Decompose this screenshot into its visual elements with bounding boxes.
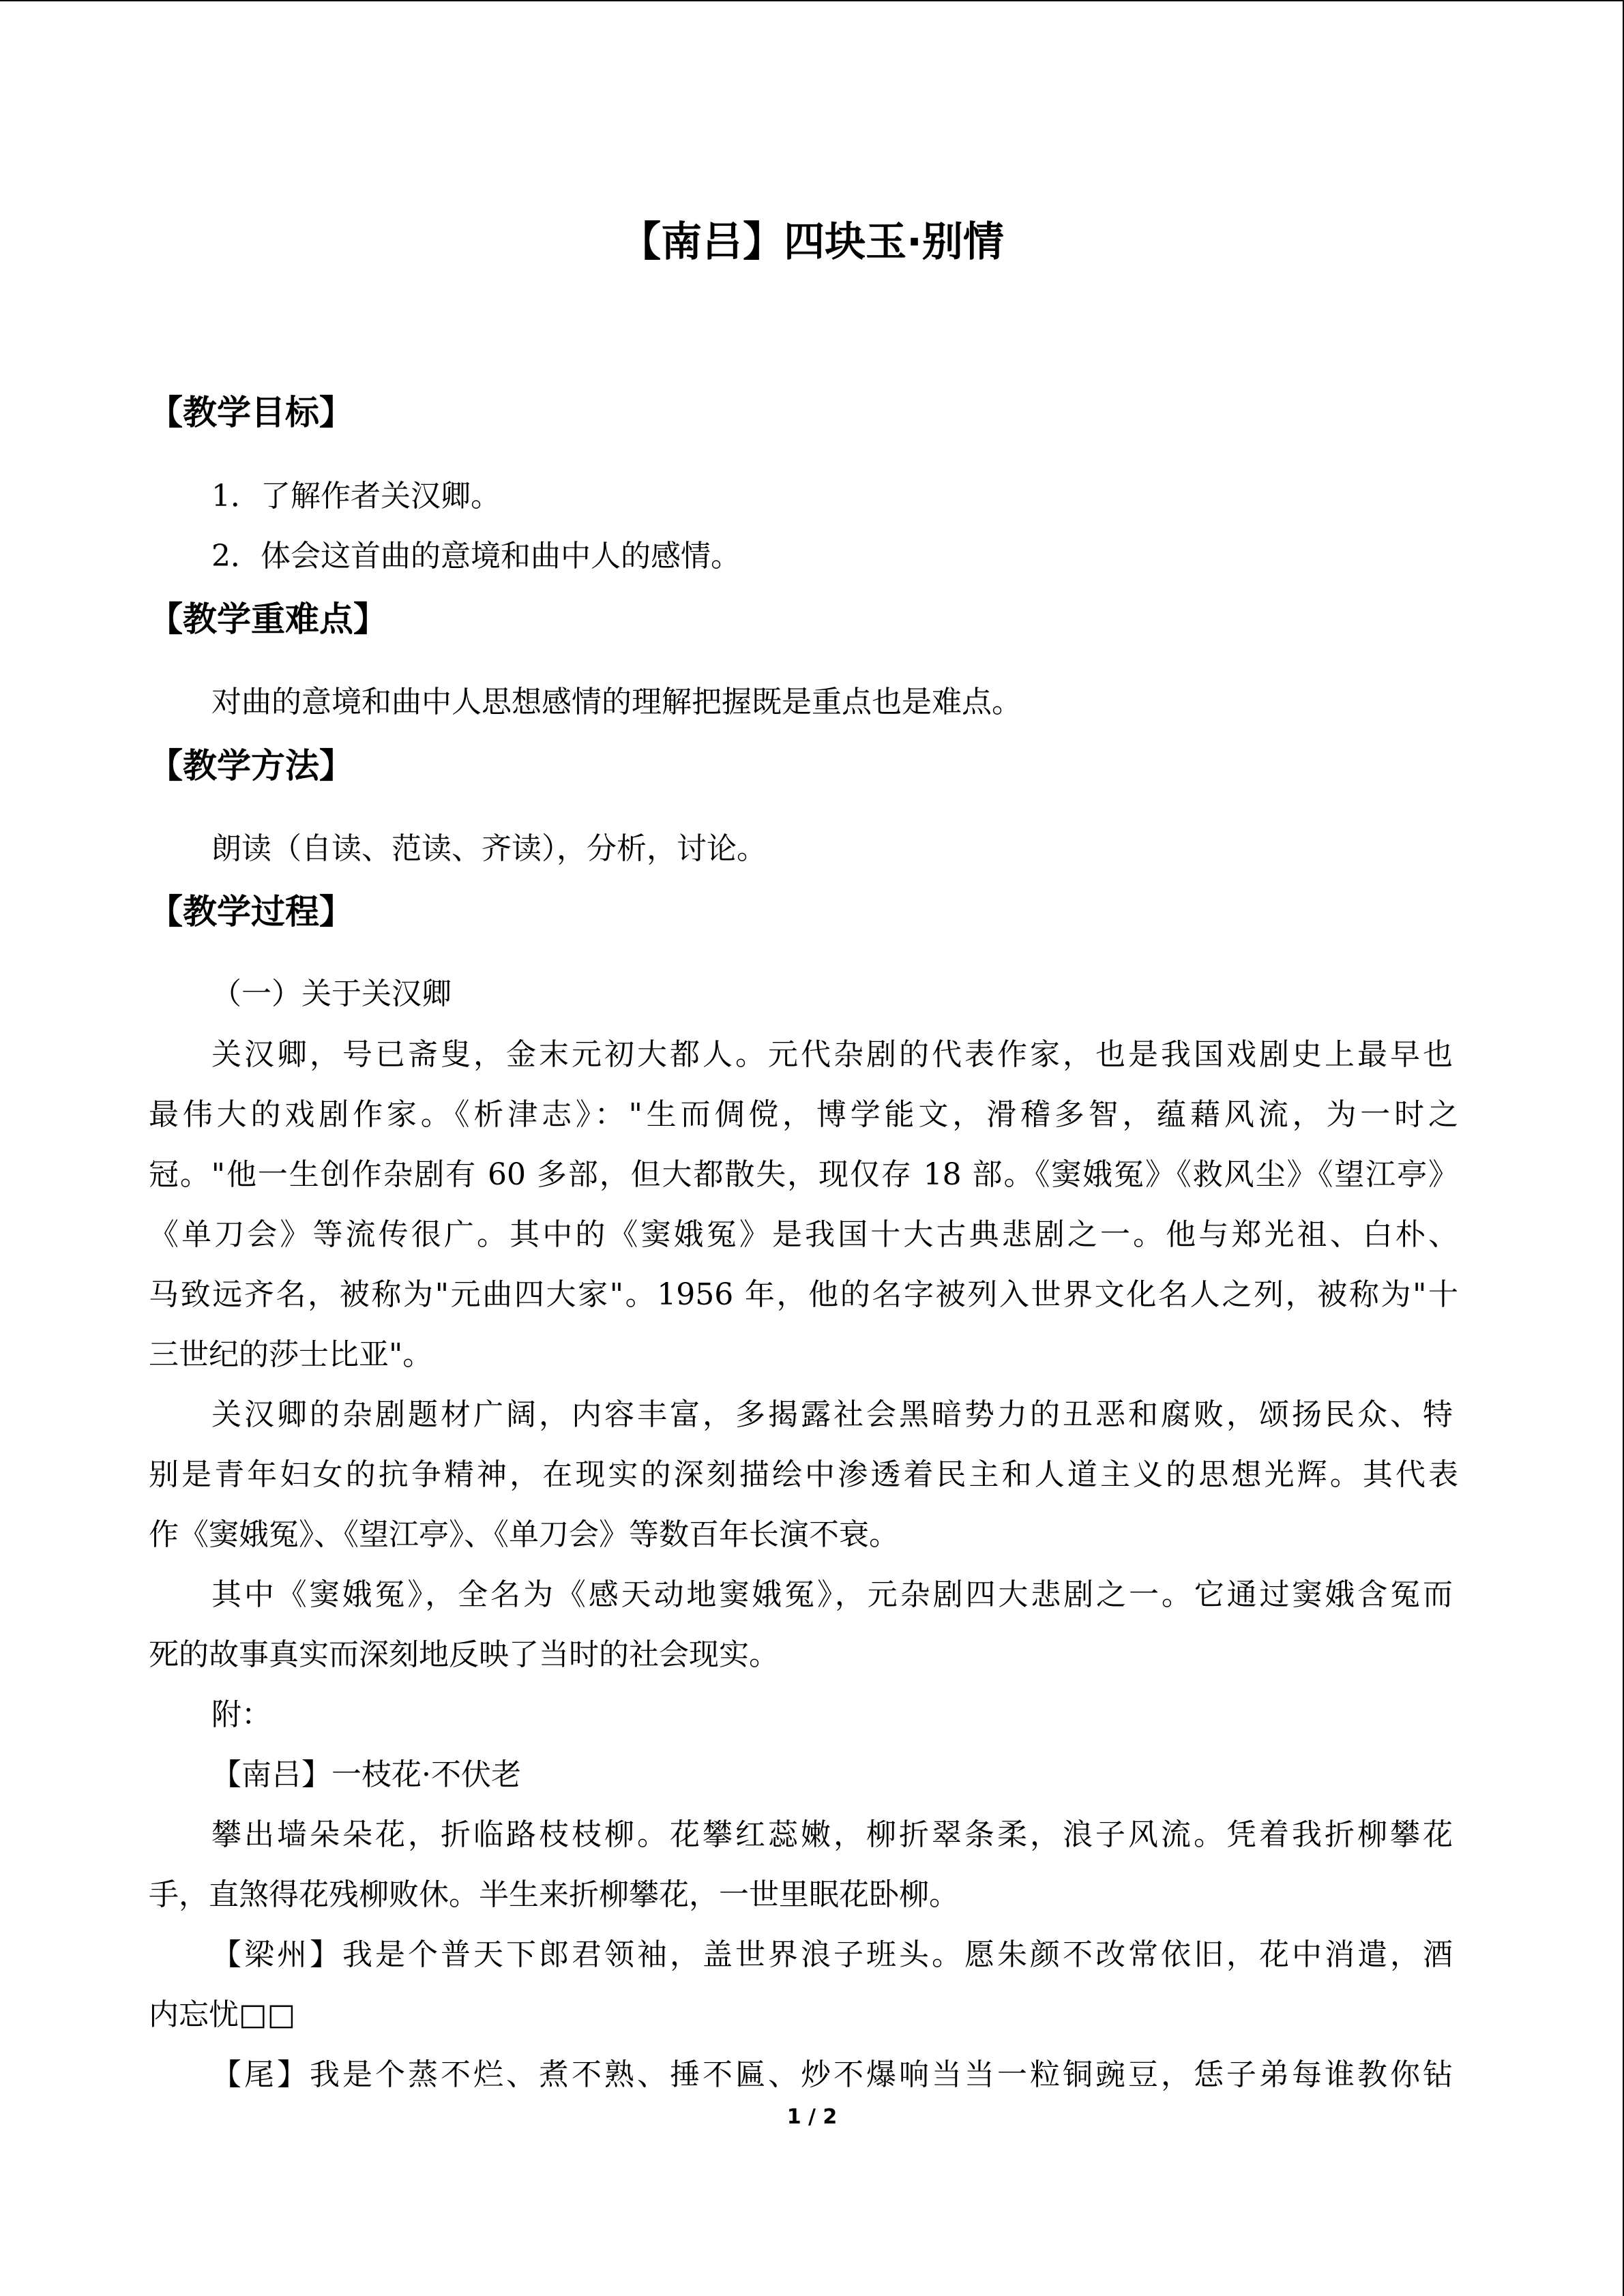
paragraph-line: 死的故事真实而深刻地反映了当时的社会现实。 [149,1637,779,1672]
paragraph-line: 马致远齐名，被称为"元曲四大家"。1956 年，他的名字被列入世界文化名人之列，被称为"十 [149,1277,1458,1312]
paragraph-line: 冠。"他一生创作杂剧有 60 多部，但大都散失，现仅存 18 部。《窦娥冤》《救风尘》《望江亭》 [149,1157,1458,1192]
poem-line: 【梁州】我是个普天下郎君领袖，盖世界浪子班头。愿朱颜不改常依旧，花中消遣，酒 [211,1937,1453,1972]
page-number: 1 / 2 [786,2105,838,2129]
appendix-label: 附： [211,1697,271,1732]
paragraph-line: 作《窦娥冤》、《望江亭》、《单刀会》等数百年长演不衰。 [149,1517,899,1552]
page-border-top [0,0,1624,1]
key-points-text: 对曲的意境和曲中人思想感情的理解把握既是重点也是难点。 [211,685,1022,719]
process-subheading: （一）关于关汉卿 [211,976,452,1011]
paragraph-line: 关汉卿的杂剧题材广阔，内容丰富，多揭露社会黑暗势力的丑恶和腐败，颂扬民众、特 [211,1397,1453,1432]
poem-title: 【南吕】一枝花·不伏老 [211,1757,521,1792]
poem-line: 【尾】我是个蒸不烂、煮不熟、捶不匾、炒不爆响当当一粒铜豌豆，恁子弟每谁教你钻 [211,2057,1453,2092]
poem-line: 攀出墙朵朵花，折临路枝枝柳。花攀红蕊嫩，柳折翠条柔，浪子风流。凭着我折柳攀花 [211,1817,1453,1852]
document-title: 【南吕】四块玉·别情 [620,218,1004,266]
paragraph-line: 《单刀会》等流传很广。其中的《窦娥冤》是我国十大古典悲剧之一。他与郑光祖、白朴、 [149,1217,1458,1252]
heading-objectives: 【教学目标】 [149,393,353,432]
paragraph-line: 别是青年妇女的抗争精神，在现实的深刻描绘中渗透着民主和人道主义的思想光辉。其代表 [149,1457,1458,1492]
heading-key-points: 【教学重难点】 [149,599,387,639]
objective-item-2: 2．体会这首曲的意境和曲中人的感情。 [211,539,741,573]
paragraph-line: 其中《窦娥冤》，全名为《感天动地窦娥冤》，元杂剧四大悲剧之一。它通过窦娥含冤而 [211,1577,1453,1612]
heading-methods: 【教学方法】 [149,746,353,786]
methods-text: 朗读（自读、范读、齐读），分析，讨论。 [211,831,767,866]
paragraph-line: 最伟大的戏剧作家。《析津志》："生而倜傥，博学能文，滑稽多智，蕴藉风流，为一时之 [149,1097,1458,1132]
poem-line: 内忘忧□□ [149,1997,296,2032]
paragraph-line: 关汉卿，号已斋叟，金末元初大都人。元代杂剧的代表作家，也是我国戏剧史上最早也 [211,1037,1453,1072]
paragraph-line: 三世纪的莎士比亚"。 [149,1337,433,1372]
poem-line: 手，直煞得花残柳败休。半生来折柳攀花，一世里眠花卧柳。 [149,1877,959,1912]
objective-item-1: 1．了解作者关汉卿。 [211,479,501,513]
heading-process: 【教学过程】 [149,892,353,931]
